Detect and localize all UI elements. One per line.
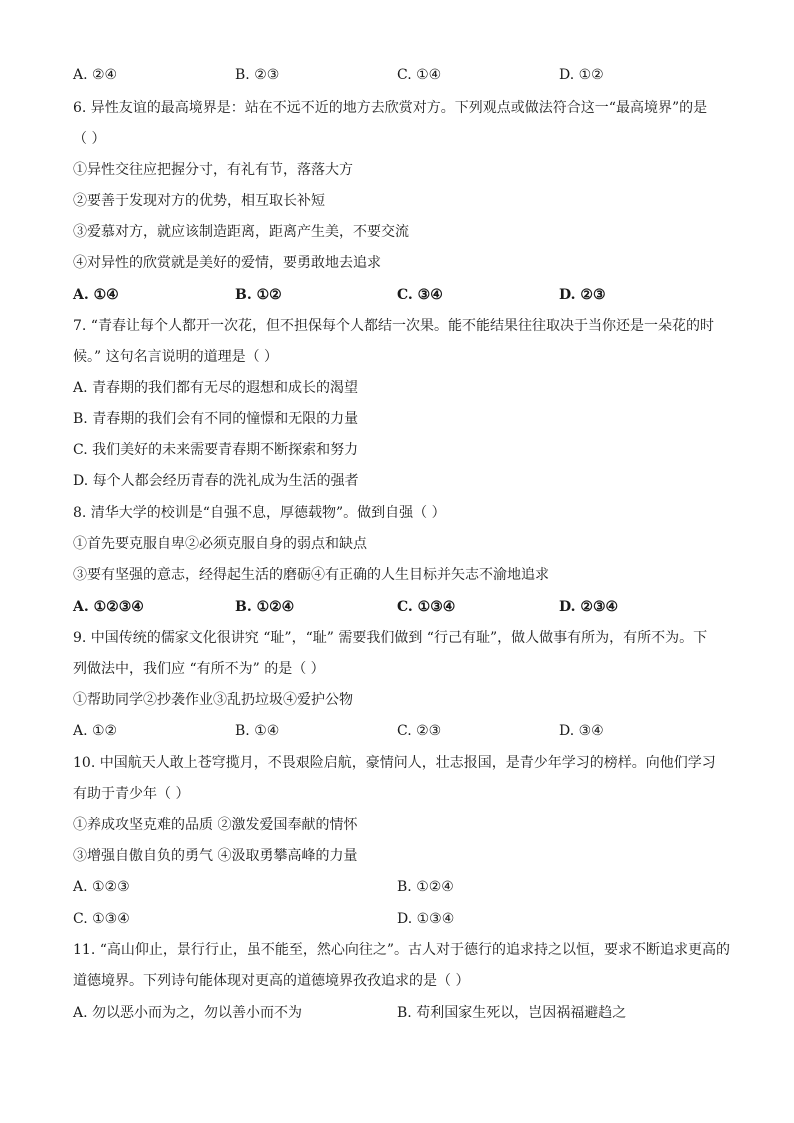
q8-options	[73, 597, 733, 617]
q9-stem-line-1: 9. 中国传统的儒家文化很讲究 “耻”，“耻” 需要我们做到 “行己有耻”，做人做事有所为，有所不为。下	[73, 630, 708, 646]
q11-stem-line-1: 11. “高山仰止，景行行止，虽不能至，然心向往之”。古人对于德行的追求持之以恒，要求不断追求更高的	[73, 942, 731, 958]
q8-option-a[interactable]: A. ①②③④	[73, 599, 144, 615]
q10-stem-line-2: 有助于青少年（ ）	[73, 786, 190, 802]
q10-option-d[interactable]: D. ①③④	[397, 911, 455, 927]
q6-stem-line-1: 6. 异性友谊的最高境界是：站在不远不近的地方去欣赏对方。下列观点或做法符合这一“最高境界”的是	[73, 100, 708, 116]
q5-option-d[interactable]: D. ①②	[559, 67, 604, 83]
q9-options	[73, 721, 733, 741]
q10-option-c[interactable]: C. ①③④	[73, 911, 130, 927]
q11-option-a[interactable]: A. 勿以恶小而为之，勿以善小而不为	[73, 1005, 303, 1021]
q10-option-a[interactable]: A. ①②③	[73, 879, 130, 895]
q7-stem-line-2: 候。” 这句名言说明的道理是（ ）	[73, 349, 279, 365]
q6-options	[73, 285, 733, 305]
q6-statement-4: ④对异性的欣赏就是美好的爱情，要勇敢地去追求	[73, 255, 381, 271]
q11-stem-line-2: 道德境界。下列诗句能体现对更高的道德境界孜孜追求的是（ ）	[73, 973, 470, 989]
q5-option-c[interactable]: C. ①④	[397, 67, 442, 83]
q8-statement-2: ③要有坚强的意志，经得起生活的磨砺④有正确的人生目标并矢志不渝地追求	[73, 567, 549, 583]
q10-options-row-1	[73, 877, 733, 897]
q9-option-b[interactable]: B. ①④	[235, 723, 280, 739]
q5-options	[73, 65, 733, 85]
q9-option-a[interactable]: A. ①②	[73, 723, 118, 739]
q9-option-d[interactable]: D. ③④	[559, 723, 604, 739]
q8-statement-1: ①首先要克服自卑②必须克服自身的弱点和缺点	[73, 536, 367, 552]
q7-option-d[interactable]: D. 每个人都会经历青春的洗礼成为生活的强者	[73, 473, 359, 489]
q9-option-c[interactable]: C. ②③	[397, 723, 442, 739]
q8-option-b[interactable]: B. ①②④	[235, 599, 295, 615]
q6-statement-3: ③爱慕对方，就应该制造距离，距离产生美，不要交流	[73, 224, 409, 240]
q6-option-d[interactable]: D. ②③	[559, 287, 606, 303]
q10-option-b[interactable]: B. ①②④	[397, 879, 454, 895]
q11-options	[73, 1003, 733, 1023]
q10-options-row-2	[73, 909, 733, 929]
q7-stem-line-1: 7. “青春让每个人都开一次花，但不担保每个人都结一次果。能不能结果往往取决于当你还是一朵花的时	[73, 318, 714, 334]
q8-option-c[interactable]: C. ①③④	[397, 599, 456, 615]
q6-option-b[interactable]: B. ①②	[235, 287, 282, 303]
q8-stem: 8. 清华大学的校训是“自强不息，厚德载物”。做到自强（ ）	[73, 505, 446, 521]
q6-option-a[interactable]: A. ①④	[73, 287, 119, 303]
q11-option-b[interactable]: B. 苟利国家生死以，岂因祸福避趋之	[397, 1005, 627, 1021]
q10-statement-1: ①养成攻坚克难的品质 ②激发爱国奉献的情怀	[73, 817, 358, 833]
q10-stem-line-1: 10. 中国航天人敢上苍穹揽月，不畏艰险启航，豪情问人，壮志报国，是青少年学习的榜样。向他们学习	[73, 755, 716, 771]
q7-option-a[interactable]: A. 青春期的我们都有无尽的遐想和成长的渴望	[73, 380, 359, 396]
q6-statement-1: ①异性交往应把握分寸，有礼有节，落落大方	[73, 162, 353, 178]
q6-stem-line-2: （ ）	[73, 131, 106, 147]
q7-option-b[interactable]: B. 青春期的我们会有不同的憧憬和无限的力量	[73, 411, 359, 427]
q6-statement-2: ②要善于发现对方的优势，相互取长补短	[73, 193, 325, 209]
q7-option-c[interactable]: C. 我们美好的未来需要青春期不断探索和努力	[73, 442, 359, 458]
q8-option-d[interactable]: D. ②③④	[559, 599, 619, 615]
q9-stem-line-2: 列做法中，我们应 “有所不为” 的是（ ）	[73, 661, 325, 677]
q9-statements: ①帮助同学②抄袭作业③乱扔垃圾④爱护公物	[73, 692, 353, 708]
q5-option-b[interactable]: B. ②③	[235, 67, 280, 83]
q10-statement-2: ③增强自傲自负的勇气 ④汲取勇攀高峰的力量	[73, 848, 358, 864]
q6-option-c[interactable]: C. ③④	[397, 287, 443, 303]
q5-option-a[interactable]: A. ②④	[73, 67, 118, 83]
